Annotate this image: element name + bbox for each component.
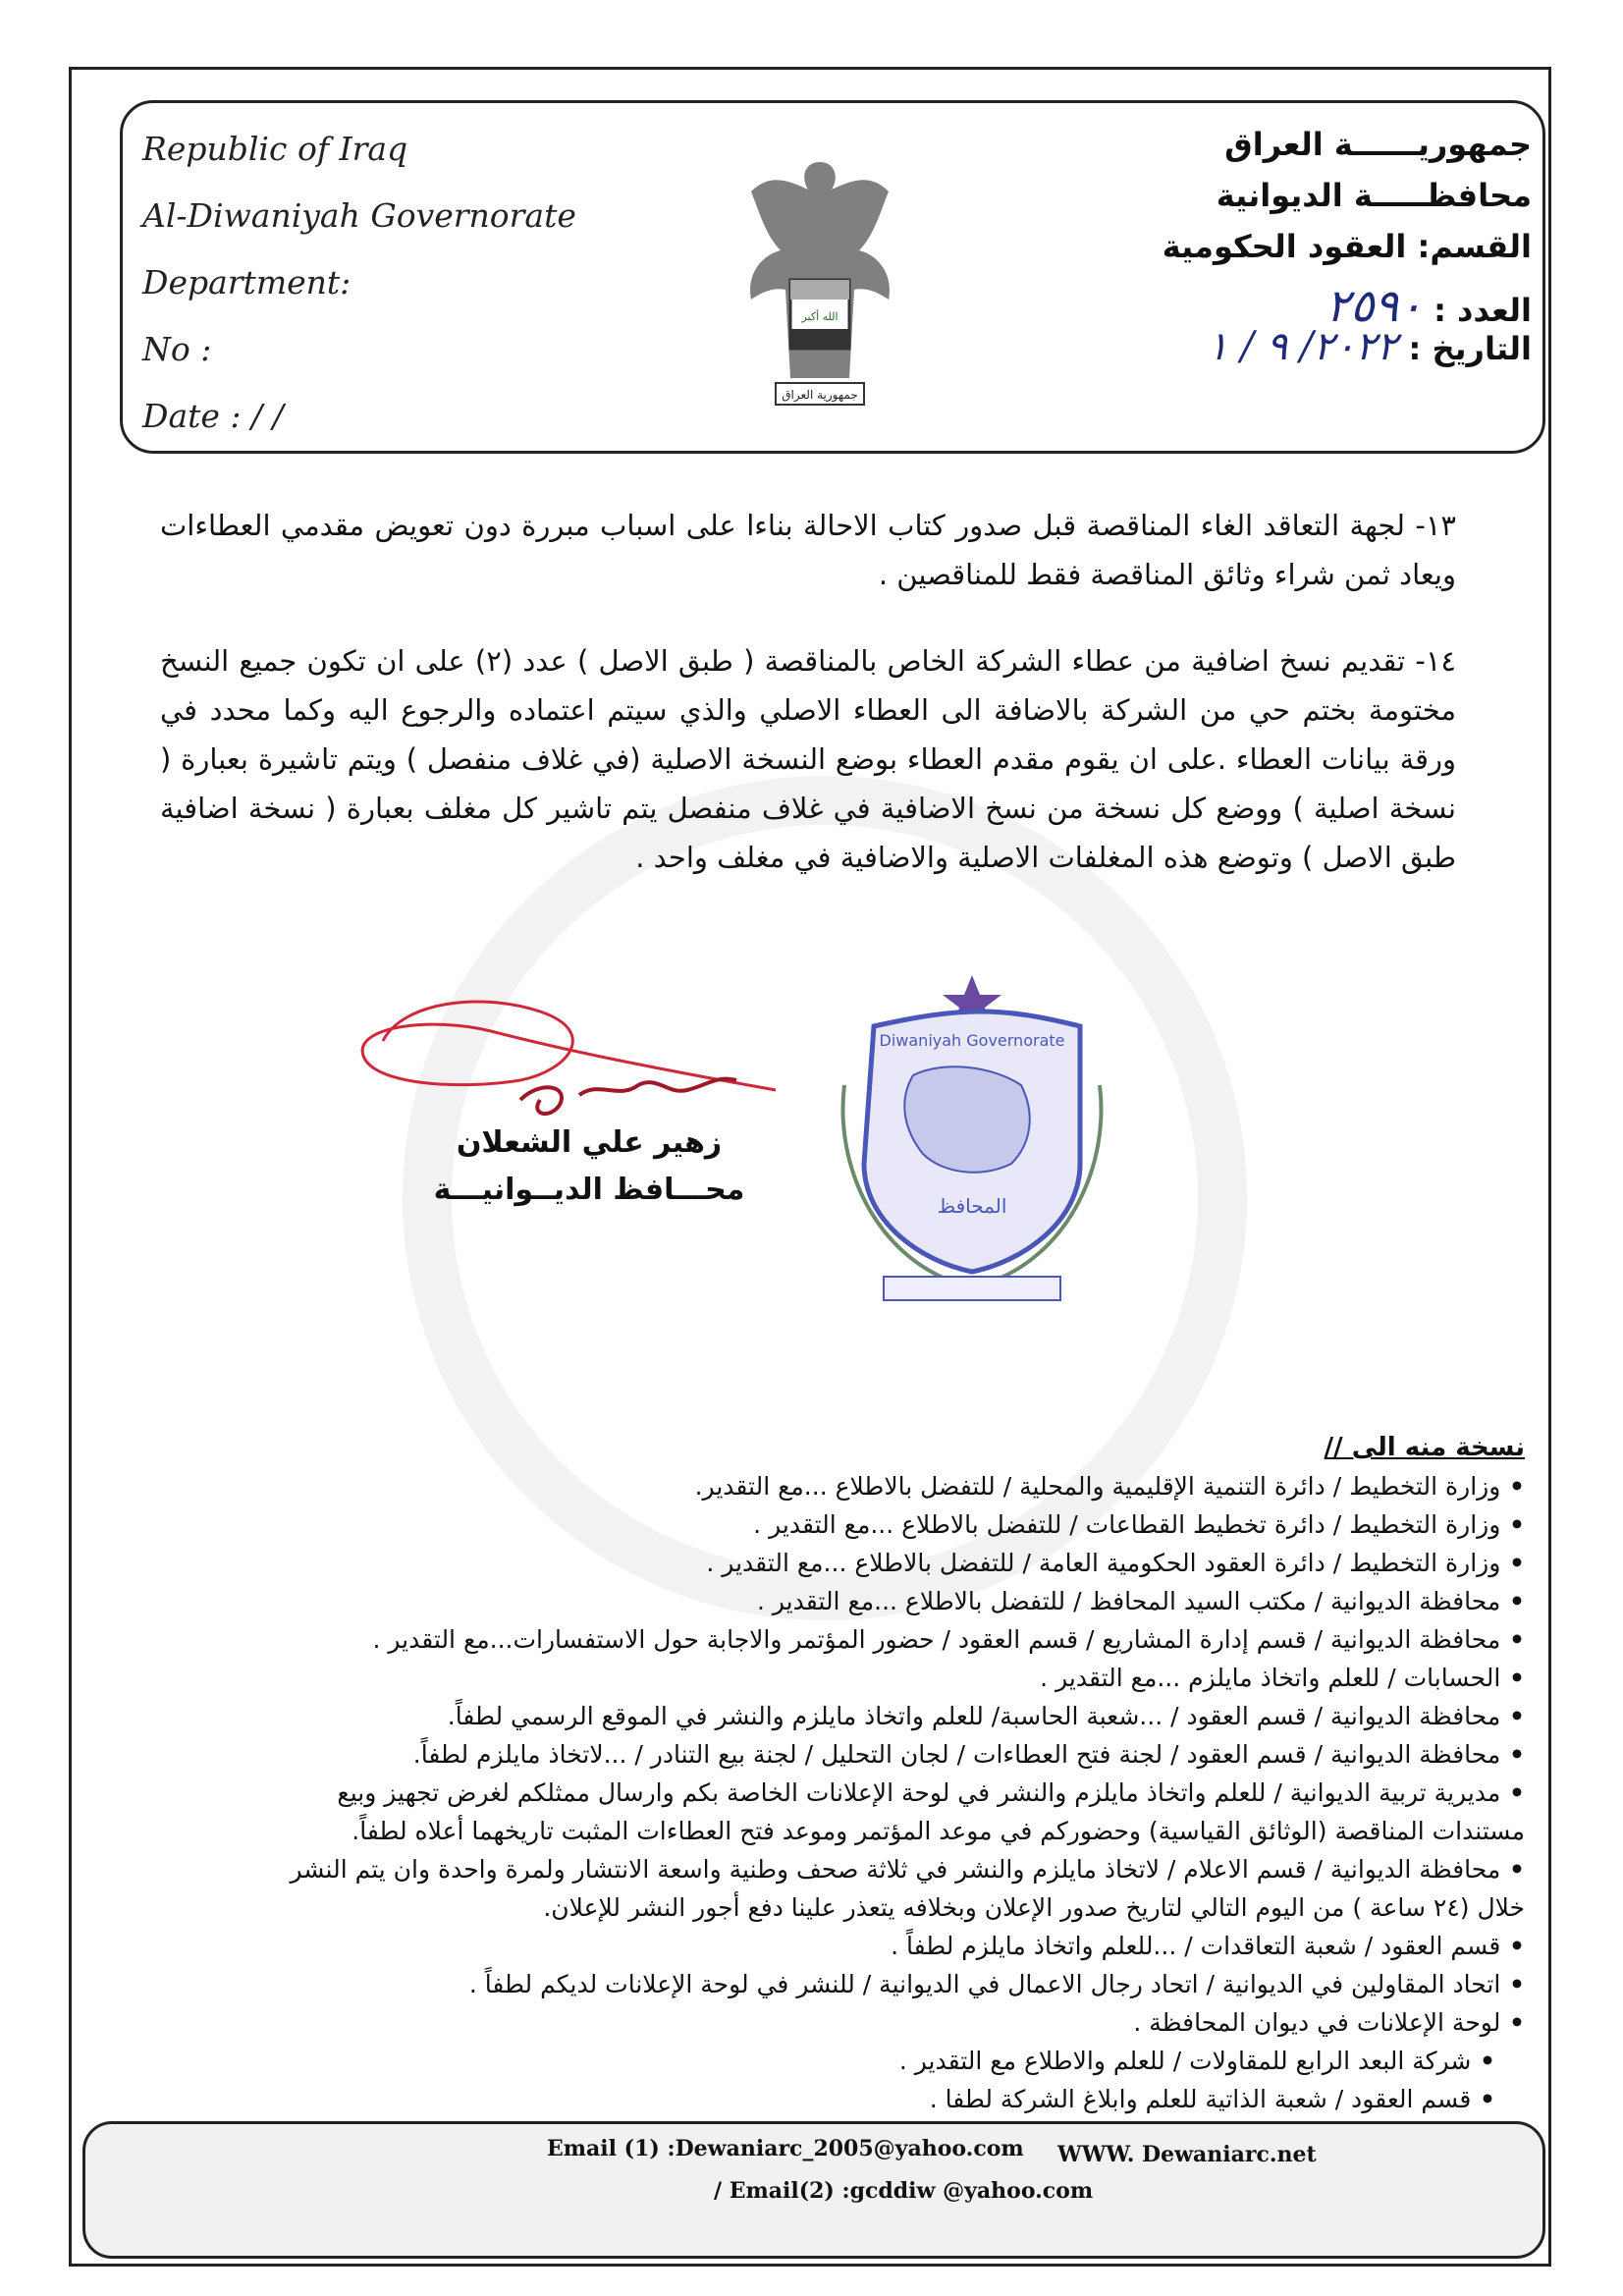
en-no: No : bbox=[142, 330, 212, 368]
copies-item: • وزارة التخطيط / دائرة العقود الحكومية العامة / للتفضل بالاطلاع ...مع التقدير . bbox=[121, 1544, 1525, 1582]
copies-item: • قسم العقود / شعبة الذاتية للعلم وابلاغ الشركة لطفا . bbox=[121, 2080, 1525, 2118]
ar-country: جمهوريــــــة العراق bbox=[1224, 126, 1532, 163]
copies-item: • شركة البعد الرابع للمقاولات / للعلم والاطلاع مع التقدير . bbox=[121, 2042, 1525, 2080]
ar-number-label: العدد : bbox=[1434, 292, 1532, 329]
governorate-seal-icon bbox=[805, 967, 1139, 1311]
en-governorate: Al-Diwaniyah Governorate bbox=[142, 196, 576, 235]
ar-governorate: محافظـــــة الديوانية bbox=[1216, 177, 1532, 214]
copies-item: • وزارة التخطيط / دائرة تخطيط القطاعات / للتفضل بالاطلاع ...مع التقدير . bbox=[121, 1505, 1525, 1544]
en-department: Department: bbox=[142, 263, 352, 301]
paragraph-14: ١٤- تقديم نسخ اضافية من عطاء الشركة الخاص بالمناقصة ( طبق الاصل ) عدد (٢) على ان تكون جميع النسخ مختومة بختم حي من الشركة بالاضافة الى العطاء الاصلي والذي سيتم اعتماده والرجوع اليه وكما محدد في ورقة بيانات العطاء .على ان يقوم مقدم العطاء بوضع النسخة الاصلية (في غلاف منفصل ) ويتم تاشيرة بعبارة ( نسخة اصلية ) ووضع كل نسخة من نسخ الاضافية في غلاف منفصل يتم تاشير كل مغلف بعبارة ( نسخة اضافية طبق الاصل ) وتوضع هذه المغلفات الاصلية والاضافية في مغلف واحد . bbox=[160, 644, 1456, 874]
signatory-title: محـــافظ الديــوانيـــة bbox=[433, 1173, 745, 1207]
iraq-emblem-icon bbox=[722, 142, 918, 427]
copies-item: • محافظة الديوانية / قسم العقود / لجنة فتح العطاءات / لجان التحليل / لجنة بيع التنادر / ...لاتخاذ مايلزم لطفاً. bbox=[121, 1735, 1525, 1774]
en-date: Date : / / bbox=[142, 397, 284, 435]
copies-item: • لوحة الإعلانات في ديوان المحافظة . bbox=[121, 2003, 1525, 2042]
copies-item: • اتحاد المقاولين في الديوانية / اتحاد رجال الاعمال في الديوانية / للنشر في لوحة الإعلانات لديكم لطفاً . bbox=[121, 1965, 1525, 2003]
copies-item: • مديرية تربية الديوانية / للعلم واتخاذ مايلزم والنشر في لوحة الإعلانات الخاصة بكم وارسال ممثلكم لغرض تجهيز وبيع bbox=[121, 1774, 1525, 1812]
ar-date-label: التاريخ : bbox=[1408, 330, 1532, 367]
copies-item: • وزارة التخطيط / دائرة التنمية الإقليمية والمحلية / للتفضل بالاطلاع ...مع التقدير. bbox=[121, 1467, 1525, 1505]
seal-label: المحافظ bbox=[937, 1194, 1007, 1218]
signatory-name: زهير علي الشعلان bbox=[456, 1125, 723, 1160]
copies-item: • محافظة الديوانية / قسم إدارة المشاريع / قسم العقود / حضور المؤتمر والاجابة حول الاستفسارات...مع التقدير . bbox=[121, 1620, 1525, 1659]
seal-text: Diwaniyah Governorate bbox=[879, 1031, 1065, 1050]
copies-item: • الحسابات / للعلم واتخاذ مايلزم ...مع التقدير . bbox=[121, 1659, 1525, 1697]
ar-date bbox=[1207, 324, 1532, 369]
copies-items bbox=[121, 1467, 1525, 2118]
copies-list bbox=[121, 1429, 1525, 2118]
emblem-motto: الله أكبر bbox=[801, 310, 839, 323]
copies-item: خلال (٢٤ ساعة ) من اليوم التالي لتاريخ صدور الإعلان وبخلافه يتعذر علينا دفع أجور النشر للإعلان. bbox=[543, 1893, 1525, 1922]
en-country: Republic of Iraq bbox=[142, 130, 408, 168]
ar-number-value: ٢٥٩٠ bbox=[1325, 279, 1423, 332]
copies-title: نسخة منه الى // bbox=[1324, 1433, 1525, 1462]
footer-email-2: / Email(2) :gcddiw @yahoo.com bbox=[714, 2178, 1094, 2204]
copies-item: • محافظة الديوانية / قسم الاعلام / لاتخاذ مايلزم والنشر في ثلاثة صحف وطنية واسعة الانتشار ولمرة واحدة وان يتم النشر bbox=[121, 1850, 1525, 1888]
footer-email-1: Email (1) :Dewaniarc_2005@yahoo.com bbox=[547, 2136, 1024, 2161]
ar-department: القسم: العقود الحكومية bbox=[1162, 228, 1532, 265]
paragraph-13: ١٣- لجهة التعاقد الغاء المناقصة قبل صدور كتاب الاحالة بناءا على اسباب مبررة دون تعويض مقدمي العطاءات ويعاد ثمن شراء وثائق المناقصة فقط للمناقصين . bbox=[160, 509, 1456, 591]
copies-item: • محافظة الديوانية / قسم العقود / ...شعبة الحاسبة/ للعلم واتخاذ مايلزم والنشر في الموقع الرسمي لطفاً. bbox=[121, 1697, 1525, 1735]
emblem-caption: جمهورية العراق bbox=[782, 388, 858, 402]
ar-date-value: ٢٠٢٢/ ٩ / ١ bbox=[1207, 324, 1398, 369]
footer-website: WWW. Dewaniarc.net bbox=[1057, 2142, 1317, 2167]
copies-item: مستندات المناقصة (الوثائق القياسية) وحضوركم في موعد المؤتمر وموعد فتح العطاءات المثبت تاريخهما أعلاه لطفاً. bbox=[352, 1817, 1525, 1845]
copies-item: • قسم العقود / شعبة التعاقدات / ...للعلم واتخاذ مايلزم لطفاً . bbox=[121, 1927, 1525, 1965]
signatory bbox=[412, 1120, 766, 1214]
footer bbox=[82, 2121, 1545, 2259]
copies-item: • محافظة الديوانية / مكتب السيد المحافظ / للتفضل بالاطلاع ...مع التقدير . bbox=[121, 1582, 1525, 1620]
